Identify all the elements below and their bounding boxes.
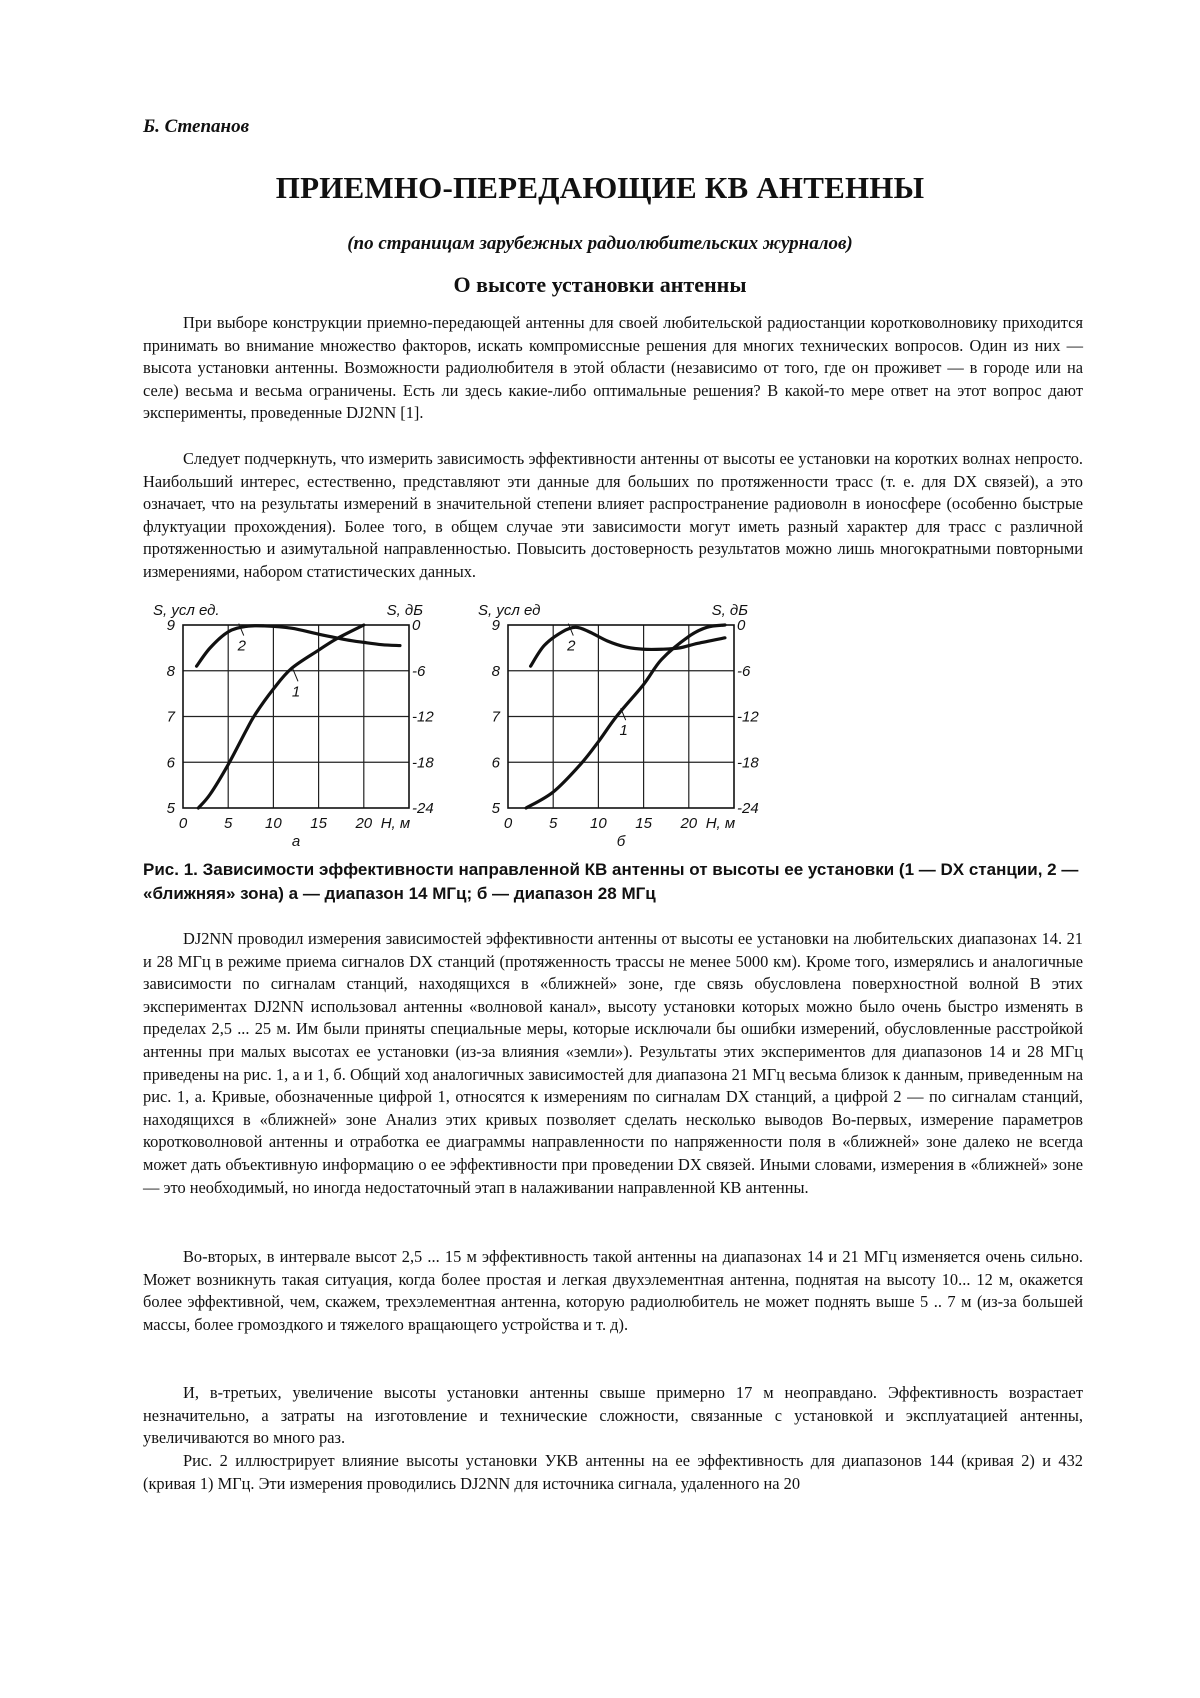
curve-label: 2 — [237, 638, 247, 655]
y2-tick-label: -12 — [737, 709, 759, 726]
curve-label: 2 — [566, 638, 576, 655]
x-tick-label: 5 — [224, 815, 233, 832]
y-tick-label: 8 — [492, 663, 501, 680]
x-tick-label: 20 — [679, 815, 697, 832]
x-tick-label: 10 — [590, 815, 607, 832]
curve-label: 1 — [620, 722, 628, 739]
y2-tick-label: -12 — [412, 709, 434, 726]
x-axis-label: H, м — [706, 815, 735, 832]
y-tick-label: 5 — [167, 800, 176, 817]
y-tick-label: 7 — [492, 709, 501, 726]
y2-tick-label: -24 — [737, 800, 759, 817]
chart-a — [130, 598, 450, 853]
x-tick-label: 0 — [179, 815, 188, 832]
y2-axis-label: S, дБ — [387, 602, 424, 619]
paragraph: DJ2NN проводил измерения зависимостей эффективности антенны от высоты ее установки на любительских диапазонах 14. 21 и 28 МГц в режиме приема сигналов DX станций (протяженность трассы не менее 5000 км). Кроме того, измерялись и аналогичные зависимости по сигналам станций, находящихся в «ближней» зоне, где связь обусловлена поверхностной волной В этих экспериментах DJ2NN использовал антенны «волновой канал», высоту установки которых можно было очень быстро изменять в пределах 2,5 ... 25 м. Им были приняты специальные меры, которые исключали бы ошибки измерений, обусловленные расстройкой антенны при малых высотах ее установки (из-за влияния «земли»). Результаты этих экспериментов для диапазонов 14 и 28 МГц приведены на рис. 1, а и 1, б. Общий ход аналогичных зависимостей для диапазона 21 МГц весьма близок к данным, приведенным на рис. 1, а. Кривые, обозначенные цифрой 1, относятся к измерениям по сигналам DX станций, а цифрой 2 — по сигналам станций, находящихся в «ближней» зоне Анализ этих кривых позволяет сделать несколько выводов Во-первых, измерение параметров коротковолновой антенны и отработка ее диаграммы направленности по напряженности поля в «ближней» зоне далеко не всегда может дать объективную информацию о ее эффективности при проведении DX связей. Иными словами, измерения в «ближней» зоне — это необходимый, но иногда недостаточный этап в налаживании направленной КВ антенны. — [143, 928, 1083, 1199]
y2-tick-label: 0 — [737, 617, 746, 634]
figure-caption: Рис. 1. Зависимости эффективности направленной КВ антенны от высоты ее установки (1 — DX станции, 2 — «ближняя» зона) а — диапазон 14 МГц; б — диапазон 28 МГц — [143, 858, 1093, 906]
y2-tick-label: 0 — [412, 617, 421, 634]
article-title: ПРИЕМНО-ПЕРЕДАЮЩИЕ КВ АНТЕННЫ — [0, 170, 1200, 206]
panel-label: б — [617, 833, 626, 850]
x-axis-label: H, м — [381, 815, 410, 832]
paragraph: Следует подчеркнуть, что измерить зависимость эффективности антенны от высоты ее установки на коротких волнах непросто. Наибольший интерес, естественно, представляют эти данные для больших по протяженности трасс (т. е. для DX связей), а это означает, что на результаты измерений в значительной степени влияет распространение радиоволн в ионосфере (особенно быстрые флуктуации прохождения). Более того, в общем случае эти зависимости могут иметь разный характер для трасс с различной протяженностью и азимутальной направленностью. Повысить достоверность результатов можно лишь многократными повторными измерениями, набором статистических данных. — [143, 448, 1083, 584]
y-tick-label: 8 — [167, 663, 176, 680]
x-tick-label: 10 — [265, 815, 282, 832]
curve-label: 1 — [292, 683, 300, 700]
y-tick-label: 9 — [492, 617, 501, 634]
y-tick-label: 6 — [492, 754, 501, 771]
x-tick-label: 15 — [635, 815, 652, 832]
panel-label: а — [292, 833, 300, 850]
paragraph: При выборе конструкции приемно-передающей антенны для своей любительской радиостанции коротковолновику приходится принимать во внимание множество факторов, искать компромиссные решения для многих технических вопросов. Один из них — высота установки антенны. Возможности радиолюбителя в этой области (независимо от того, где он проживет — в городе или на селе) весьма и весьма ограничены. Есть ли здесь какие-либо оптимальные решения? В какой-то мере ответ на этот вопрос дают эксперименты, проведенные DJ2NN [1]. — [143, 312, 1083, 425]
y2-tick-label: -18 — [412, 754, 434, 771]
curve-2 — [197, 626, 400, 667]
y-tick-label: 7 — [167, 709, 176, 726]
y2-tick-label: -24 — [412, 800, 434, 817]
x-tick-label: 5 — [549, 815, 558, 832]
y-tick-label: 6 — [167, 754, 176, 771]
paragraph: И, в-третьих, увеличение высоты установки антенны свыше примерно 17 м неоправдано. Эффективность возрастает незначительно, а затраты на изготовление и технические сложности, связанные с установкой и эксплуатацией антенны, увеличиваются во много раз. — [143, 1382, 1083, 1450]
y2-tick-label: -6 — [737, 663, 751, 680]
section-heading: О высоте установки антенны — [0, 272, 1200, 298]
y-tick-label: 5 — [492, 800, 501, 817]
y2-tick-label: -18 — [737, 754, 759, 771]
y-axis-label: S, усл ед — [478, 602, 540, 619]
x-tick-label: 15 — [310, 815, 327, 832]
y2-tick-label: -6 — [412, 663, 426, 680]
y2-axis-label: S, дБ — [712, 602, 749, 619]
author: Б. Степанов — [143, 116, 249, 138]
x-tick-label: 20 — [354, 815, 372, 832]
paragraph: Во-вторых, в интервале высот 2,5 ... 15 м эффективность такой антенны на диапазонах 14 и 21 МГц изменяется очень сильно. Может возникнуть такая ситуация, когда более простая и легкая двухэлементная антенна, поднятая на высоту 10... 12 м, окажется более эффективной, чем, скажем, трехэлементная антенна, которую радиолюбитель не может поднять выше 5 .. 7 м (из-за большей массы, более громоздкого и тяжелого вращающего устройства и т. д). — [143, 1246, 1083, 1336]
y-tick-label: 9 — [167, 617, 176, 634]
article-subtitle: (по страницам зарубежных радиолюбительских журналов) — [0, 233, 1200, 255]
x-tick-label: 0 — [504, 815, 513, 832]
paragraph: Рис. 2 иллюстрирует влияние высоты установки УКВ антенны на ее эффективность для диапазонов 144 (кривая 2) и 432 (кривая 1) МГц. Эти измерения проводились DJ2NN для источника сигнала, удаленного на 20 — [143, 1450, 1083, 1495]
chart-b — [455, 598, 775, 853]
y-axis-label: S, усл ед. — [153, 602, 220, 619]
